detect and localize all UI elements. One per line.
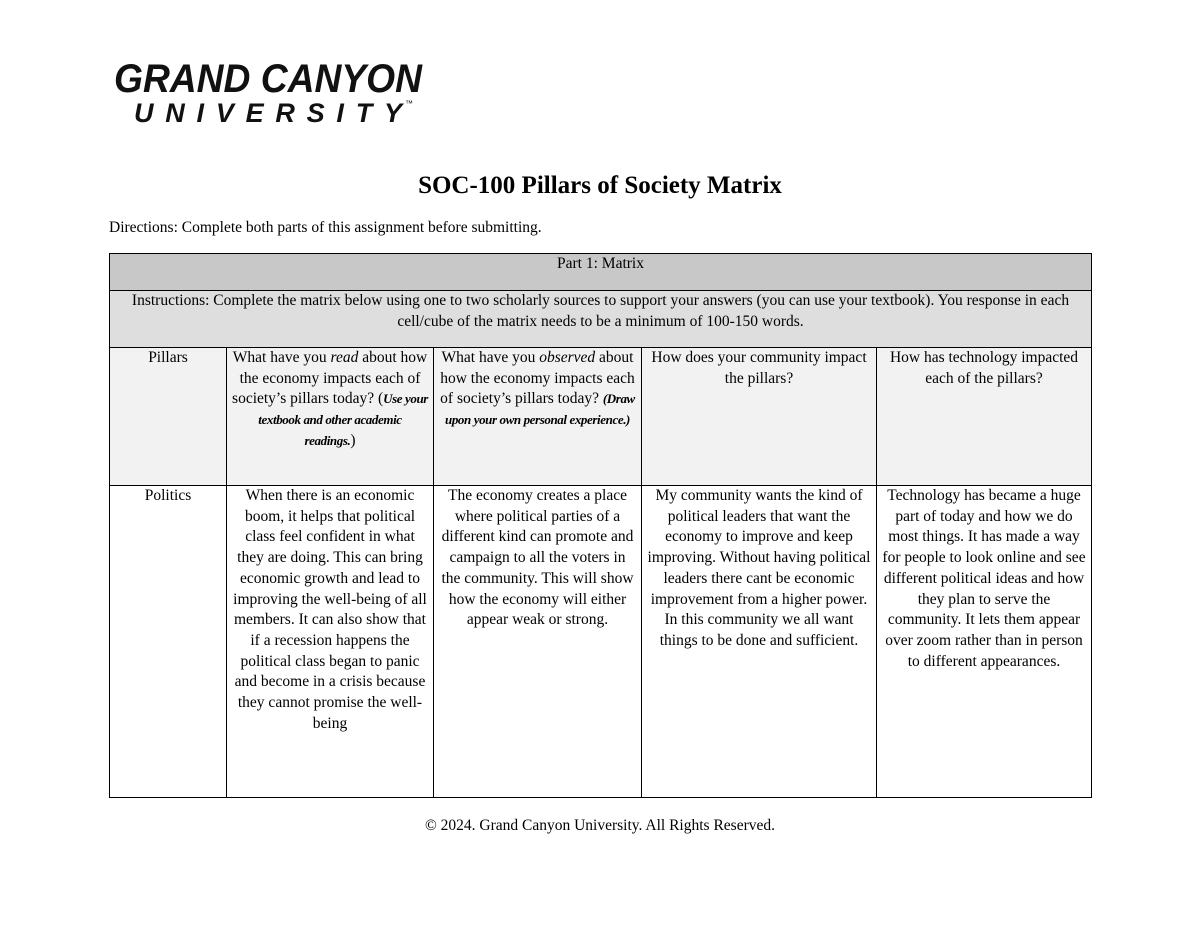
trademark-mark: ™ bbox=[405, 99, 413, 108]
copyright-footer: © 2024. Grand Canyon University. All Rights Reserved. bbox=[424, 817, 775, 834]
part-header-row bbox=[110, 254, 1092, 291]
observed-cell: The economy creates a place where political parties of a different kind can promote and campaign to all the voters in the community. This will show how the economy will either appear weak or strong. bbox=[434, 486, 642, 798]
header-observed bbox=[434, 348, 642, 486]
header-read bbox=[227, 348, 434, 486]
read-cell: When there is an economic boom, it helps that political class feel confident in what they are doing. This can bring economic growth and lead to improving the well-being of all members. It can also show that if a recession happens the political class began to panic and become in a crisis because they cannot promise the well-being bbox=[227, 486, 434, 798]
header-observed-pre: What have you bbox=[441, 349, 540, 366]
column-header-row bbox=[110, 348, 1092, 486]
header-community: How does your community impact the pillars? bbox=[642, 348, 877, 486]
header-observed-emphasis: observed bbox=[539, 349, 596, 366]
part-header-cell: Part 1: Matrix bbox=[110, 254, 1092, 291]
header-read-pre: What have you bbox=[232, 349, 331, 366]
header-technology: How has technology impacted each of the pillars? bbox=[877, 348, 1092, 486]
community-cell: My community wants the kind of political leaders that want the economy to improve and keep improving. Without having political leaders there cant be economic improvement from a higher power. In this community we all want things to be done and sufficient. bbox=[642, 486, 877, 798]
header-observed-note: (Draw upon your own personal experience.) bbox=[445, 391, 635, 428]
gcu-logo bbox=[112, 58, 432, 128]
directions-text: Directions: Complete both parts of this assignment before submitting. bbox=[109, 219, 542, 236]
table-row bbox=[110, 486, 1092, 798]
instructions-row bbox=[110, 291, 1092, 348]
header-read-post: about how the economy impacts each of society’s pillars today? ( bbox=[232, 349, 428, 408]
pillar-name-cell: Politics bbox=[110, 486, 227, 798]
pillars-matrix-table bbox=[109, 253, 1092, 798]
logo-line-2: UNIVERSITY bbox=[134, 98, 402, 128]
page-title: SOC-100 Pillars of Society Matrix bbox=[418, 172, 782, 199]
header-read-note: Use your textbook and other academic readings. bbox=[258, 391, 428, 448]
instructions-cell: Instructions: Complete the matrix below using one to two scholarly sources to support your answers (you can use your textbook). You response in each cell/cube of the matrix needs to be a minimum of 100-150 words. bbox=[110, 291, 1092, 348]
header-read-end: ) bbox=[350, 431, 356, 449]
technology-cell: Technology has became a huge part of today and how we do most things. It has made a way for people to look online and see different political ideas and how they plan to serve the community. It lets them appear over zoom rather than in person to different appearances. bbox=[877, 486, 1092, 798]
logo-line-1: GRAND CANYON bbox=[114, 58, 424, 101]
header-observed-post: about how the economy impacts each of society’s pillars today? bbox=[440, 349, 635, 408]
header-read-emphasis: read bbox=[330, 349, 359, 366]
header-pillars: Pillars bbox=[110, 348, 227, 486]
